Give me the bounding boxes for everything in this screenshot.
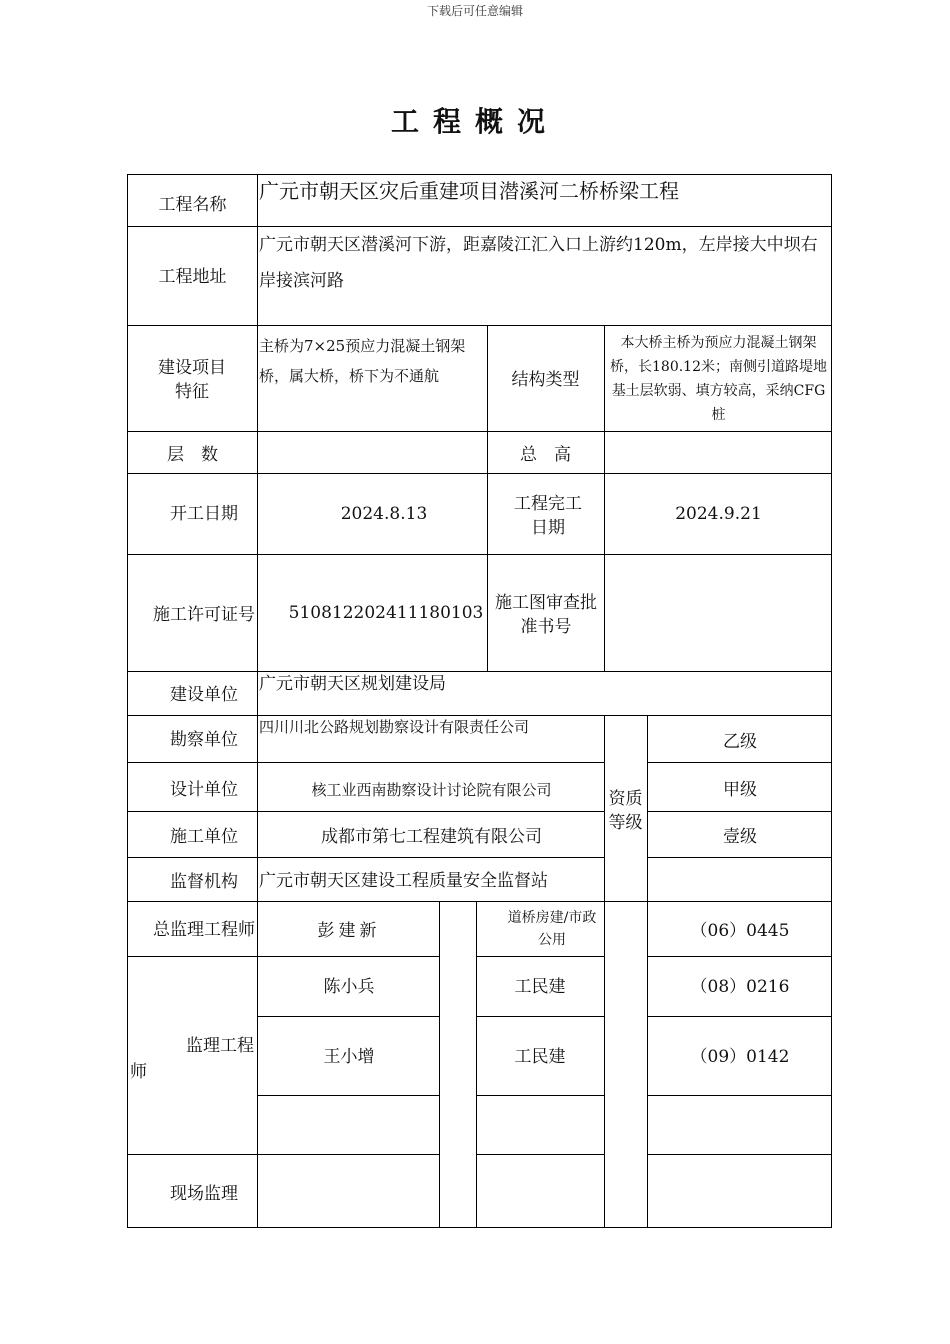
- row-divider: [647, 1154, 831, 1155]
- column-divider: [647, 715, 648, 901]
- row-divider: [476, 1016, 604, 1017]
- project-address-value: 广元市朝天区潜溪河下游，距嘉陵江汇入口上游约120m，左岸接大中坝右岸接滨河路: [259, 235, 818, 291]
- project-name-label: 工程名称: [158, 195, 227, 215]
- engineer-specialty: 工民建: [514, 1047, 566, 1067]
- permit-label: 施工许可证号: [153, 605, 255, 625]
- design-grade: 甲级: [723, 780, 757, 800]
- page-title: 工程概况: [390, 105, 559, 138]
- drawing-review-value: [606, 555, 831, 671]
- total-height-value: [606, 440, 831, 470]
- row-divider: [128, 956, 439, 957]
- start-date-label: 开工日期: [170, 504, 238, 524]
- chief-engineer-name: 彭建新: [317, 921, 381, 941]
- row-divider: [257, 1016, 439, 1017]
- row-divider: [647, 1016, 831, 1017]
- structure-type-label: 结构类型: [511, 370, 580, 390]
- engineer-cert: （08）0216: [690, 977, 790, 997]
- project-overview-table: [127, 174, 832, 1228]
- supervision-grade: [649, 867, 831, 897]
- chief-engineer-cert: （06）0445: [690, 921, 790, 941]
- row-divider: [128, 762, 604, 763]
- supervision-agency-label: 监督机构: [170, 872, 238, 892]
- chief-engineer-label: 总监理工程师: [153, 920, 255, 940]
- engineers-label: 监理工程师: [130, 1036, 254, 1082]
- permit-value: 510812202411180103: [288, 603, 484, 623]
- survey-grade: 乙级: [723, 732, 757, 752]
- row-divider: [476, 1154, 604, 1155]
- survey-unit-label: 勘察单位: [170, 730, 238, 750]
- project-name-value: 广元市朝天区灾后重建项目潜溪河二桥桥梁工程: [259, 179, 679, 203]
- floors-label: 层 数: [167, 445, 218, 465]
- row-divider: [647, 857, 831, 858]
- row-divider: [128, 431, 831, 432]
- row-divider: [128, 811, 604, 812]
- row-divider: [257, 1095, 439, 1096]
- supervision-agency-value: 广元市朝天区建设工程质量安全监督站: [259, 871, 548, 891]
- chief-engineer-specialty: 道桥房建/市政公用: [507, 910, 597, 948]
- drawing-review-label: 施工图审查批准书号: [495, 593, 597, 637]
- features-value: 主桥为7×25预应力混凝土钢架桥，属大桥，桥下为不通航: [259, 337, 466, 385]
- design-unit-label: 设计单位: [170, 780, 238, 800]
- end-date-label: 工程完工日期: [514, 494, 582, 538]
- construction-unit-label: 施工单位: [170, 827, 238, 847]
- row-divider: [128, 325, 831, 326]
- engineer-cert: （09）0142: [690, 1047, 790, 1067]
- row-divider: [128, 857, 604, 858]
- design-unit-value: 核工业西南勘察设计讨论院有限公司: [311, 780, 552, 799]
- project-address-label: 工程地址: [158, 267, 227, 287]
- row-divider: [647, 762, 831, 763]
- engineer-name: 陈小兵: [323, 977, 375, 997]
- row-divider: [476, 1095, 604, 1096]
- end-date-value: 2024.9.21: [675, 504, 762, 524]
- floors-value: [259, 440, 487, 470]
- start-date-value: 2024.8.13: [340, 504, 428, 524]
- features-label: 建设项目特征: [158, 358, 226, 402]
- row-divider: [128, 1154, 439, 1155]
- site-supervision-label: 现场监理: [170, 1184, 238, 1204]
- structure-type-value: 本大桥主桥为预应力混凝土钢架桥，长180.12米；南侧引道路堤地基土层软弱、填方较高，采纳CFG桩: [610, 335, 827, 423]
- page-header-note: 下载后可任意编辑: [426, 4, 523, 18]
- owner-value: 广元市朝天区规划建设局: [259, 674, 446, 694]
- row-divider: [128, 901, 831, 902]
- construction-unit-value: 成都市第七工程建筑有限公司: [321, 827, 542, 847]
- row-divider: [647, 956, 831, 957]
- row-divider: [647, 811, 831, 812]
- qualification-label: 资质等级: [608, 789, 643, 833]
- survey-unit-value: 四川川北公路规划勘察设计有限责任公司: [259, 718, 530, 736]
- row-divider: [476, 956, 604, 957]
- row-divider: [647, 1095, 831, 1096]
- column-divider: [604, 325, 605, 671]
- owner-label: 建设单位: [170, 685, 238, 705]
- column-divider: [647, 901, 648, 1227]
- total-height-label: 总 高: [520, 445, 571, 465]
- construction-grade: 壹级: [723, 827, 757, 847]
- column-divider: [439, 901, 440, 1227]
- engineer-name: 王小增: [323, 1047, 375, 1067]
- engineer-specialty: 工民建: [514, 977, 566, 997]
